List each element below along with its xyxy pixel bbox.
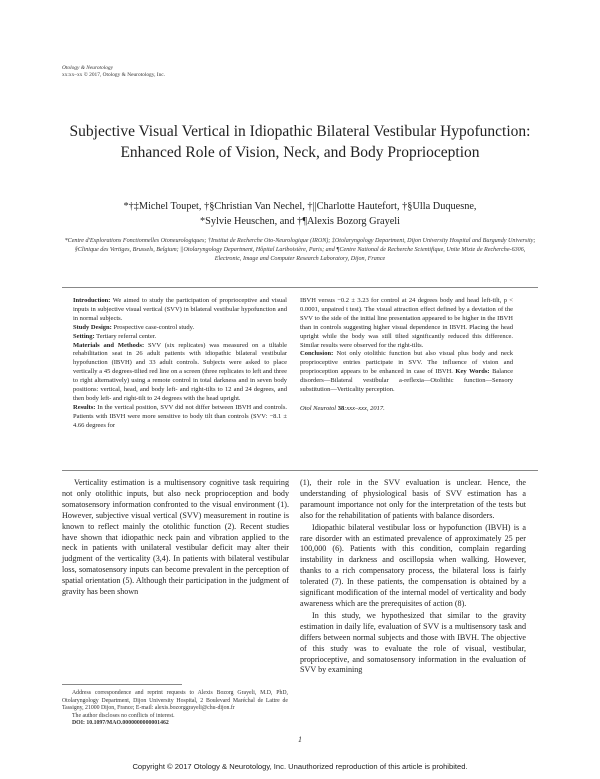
citation-volume: 38	[337, 404, 345, 412]
body-paragraph: In this study, we hypothesized that similar to the gravity estimation in daily life, evaluation of SVV is a multisensory task and differs between normal subjects and those with IBVH. The objective of this study was to evaluate the role of visual, vestibular, proprioceptive, and somatosensory information in the evaluation of SVV by examining	[300, 610, 526, 675]
affiliations: *Centre d'Explorations Fonctionnelles Otoneurologiques; †Institut de Recherche Oto-Neurologique (IRON); ‡Otolaryngology Department, Dijon University Hospital and Burgundy University; §Clinique des Vertiges, Brussels, Belgium; ||Otolaryngology Department, Hôpital Lariboisière, Paris; and ¶Centre National de Recherche Scientifique, Unite Mixte de Recherche-6306, Electronic, Image and Computer Research Laboratory, Dijon, France	[64, 238, 536, 263]
doi: DOI: 10.1097/MAO.0000000000001462	[72, 720, 169, 727]
abstract-left-column	[73, 297, 287, 431]
author-line-2: *Sylvie Heuschen, and †¶Alexis Bozorg Grayeli	[199, 216, 401, 227]
abstract-introduction	[73, 297, 287, 324]
body-paragraph: Verticality estimation is a multisensory cognitive task requiring not only otolithic inputs, but also neck proprioception and body somatosensory information confronted to the visual environment (1). However, subjective visual vertical (SVV) measurement in routine is known to reflect mainly the otolithic function (2). Recent studies have shown that idiopathic neck pain and vibration applied to the neck in patients with unilateral vestibular deficit may alter their judgment of the verticality (3,4). In patients with bilateral vestibular loss, somatosensory inputs can become prevalent in the perception of spatial orientation (5). Although their participation in the judgment of gravity has been shown	[62, 478, 289, 597]
intro-label: Introduction:	[73, 297, 111, 304]
correspondence-address: Address correspondence and reprint requests to Alexis Bozorg Grayeli, M.D, PhD, Otolaryngology Department, Dijon University Hospital, 2 Boulevard Maréchal de Lattre de Tassigny, 21000 Dijon, France; E-mail: alexis.bozorggrayeli@chu-dijon.fr	[62, 690, 288, 712]
keywords-label: Key Words:	[455, 368, 490, 376]
conclusion-text: Not only otolithic function but also visual plus body and neck proprioceptive entries participate in SVV. The influence of vision and proprioception appears to be enhanced in case of IBVH.	[300, 350, 513, 376]
setting-label: Setting:	[73, 332, 95, 340]
abstract-results	[73, 404, 287, 431]
body-paragraph: (1), their role in the SVV evaluation is unclear. Hence, the understanding of physiological basis of SVV estimation has a paramount importance not only for the interpretation of the tests but also for the rehabilitation of patients with balance disorders.	[300, 478, 526, 520]
footnote	[62, 690, 288, 728]
conclusion-label: Conclusion:	[300, 350, 334, 358]
volume-line: xx:xx–xx © 2017, Otology & Neurotology, Inc.	[62, 72, 166, 78]
methods-text: SVV (six replicates) was measured on a tiltable rehabilitation seat in 26 adult patients with idiopathic bilateral vestibular hypofunction (IBVH) and 33 adult controls. Subjects were asked to place vertically a 45 degrees-tilted red line on a screen (three replicates to left and three to right alternatively) using a remote control in total darkness and in seven body positions: vertical, head, and body left- and right-tilts to 12 and 24 degrees, and then body left- and right-tilt to 24 degrees with the head upright.	[73, 341, 287, 402]
abstract-results-continued	[300, 297, 513, 350]
article-title: Subjective Visual Vertical in Idiopathic Bilateral Vestibular Hypofunction: Enhanced Role of Vision, Neck, and Body Proprioception	[69, 123, 531, 161]
results-text-continued: IBVH versus −0.2 ± 3.23 for control at 24 degrees body and head left-tilt, p < 0.0001, unpaired t test). The visual attraction effect defined by a deviation of the SVV to the side of the initial line presentation appeared to be higher in the IBVH than in controls suggesting higher visual dependence in IBVH. Placing the head upright while the body was still tilted significantly reduced this difference. Similar results were observed for the right-tilts.	[300, 297, 513, 349]
design-label: Study Design:	[73, 323, 112, 331]
running-header	[62, 65, 165, 79]
results-text-start: In the vertical position, SVV did not differ between IBVH and controls. Patients with IBVH were more sensitive to body tilt than controls (SVV: −8.1 ± 4.66 degrees for	[73, 403, 287, 429]
methods-label: Materials and Methods:	[73, 341, 145, 349]
author-line-1: *†‡Michel Toupet, †§Christian Van Nechel, †||Charlotte Hautefort, †§Ulla Duquesne,	[123, 201, 477, 212]
setting-text: Tertiary referral center.	[94, 332, 157, 340]
citation-journal: Otol Neurotol	[300, 404, 337, 412]
citation	[300, 405, 513, 414]
abstract-methods	[73, 342, 287, 404]
citation-pages: :xxx–xxx, 2017.	[344, 404, 385, 412]
page-number: 1	[298, 735, 302, 744]
journal-name: Otology & Neurotology	[62, 65, 114, 71]
body-paragraph: Idiopathic bilateral vestibular loss or hypofunction (IBVH) is a rare disorder with an estimated prevalence of approximately 25 per 100,000 (6). Patients with this condition, complain regarding instability in darkness and oscillopsia when walking. However, thanks to a rich compensatory process, the bilateral loss is fairly tolerated (7). In these patients, the compensation is obtained by a significant modification of the internal model of verticality and body awareness which are the prerequisites of action (8).	[300, 522, 526, 608]
body-left-column	[62, 478, 289, 599]
design-text: Prospective case-control study.	[111, 323, 195, 331]
abstract-setting	[73, 333, 287, 342]
disclosure: The author discloses no conflicts of interest.	[72, 712, 175, 719]
keywords-text: Balance disorders—Bilateral vestibular a-reflexia—Otolithic function—Sensory substitution—Verticality perception.	[300, 368, 513, 394]
abstract-design	[73, 324, 287, 333]
author-list	[55, 199, 545, 229]
body-right-column	[300, 478, 526, 677]
abstract-bottom-rule	[62, 470, 538, 471]
abstract-top-rule	[62, 287, 538, 288]
copyright-notice: Copyright © 2017 Otology & Neurotology, Inc. Unauthorized reproduction of this article is prohibited.	[132, 762, 468, 771]
results-label: Results:	[73, 403, 96, 411]
footnote-rule	[62, 684, 182, 685]
intro-text: We aimed to study the participation of proprioceptive and visual inputs in subjective visual vertical (SVV) in bilateral vestibular hypofunction and in normal subjects.	[73, 297, 287, 322]
abstract-right-column	[300, 297, 513, 414]
abstract-conclusion	[300, 350, 513, 395]
